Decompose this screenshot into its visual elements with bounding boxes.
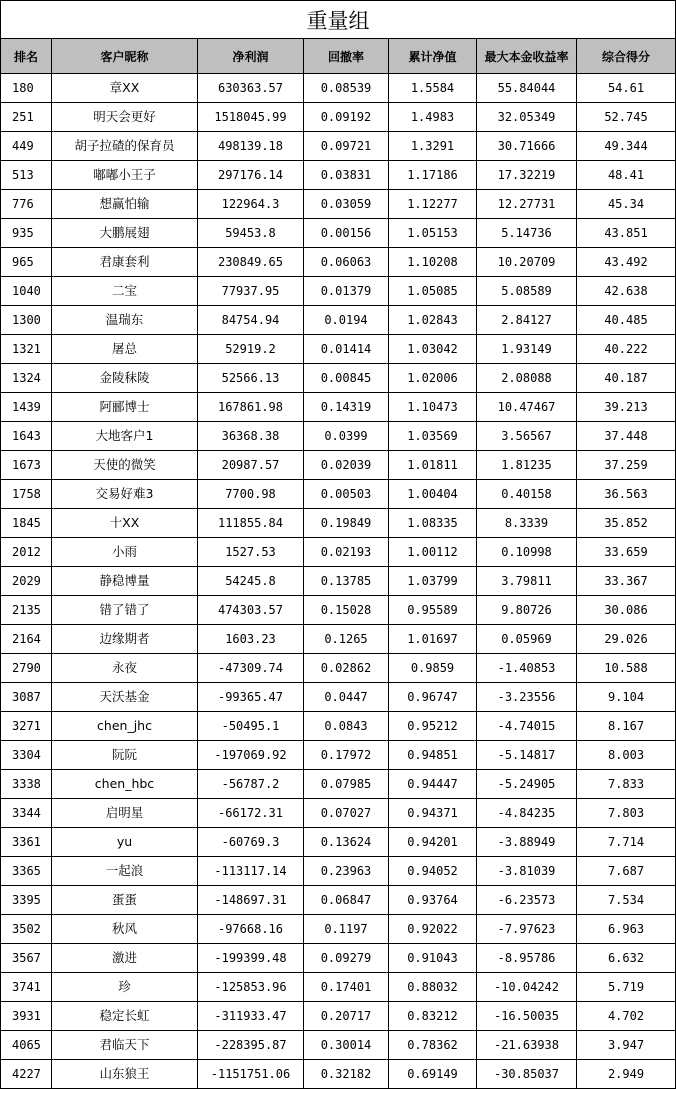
table-row [1,509,676,538]
nickname-cell: 温瑞东 [52,306,198,335]
net-profit-cell: 7700.98 [198,480,304,509]
nickname-cell: 天沃基金 [52,683,198,712]
table-title: 重量组 [1,1,676,39]
net-profit-cell: -56787.2 [198,770,304,799]
max-return-cell: 1.81235 [477,451,577,480]
score-cell: 30.086 [577,596,676,625]
cumulative-nav-cell: 1.12277 [389,190,477,219]
score-cell: 40.222 [577,335,676,364]
max-return-cell: 5.08589 [477,277,577,306]
max-return-cell: 10.20709 [477,248,577,277]
drawdown-cell: 0.00845 [304,364,389,393]
cumulative-nav-cell: 1.17186 [389,161,477,190]
nickname-cell: 蛋蛋 [52,886,198,915]
table-row [1,915,676,944]
table-row [1,422,676,451]
table-row [1,683,676,712]
score-cell: 2.949 [577,1060,676,1089]
max-return-cell: -3.23556 [477,683,577,712]
net-profit-cell: 20987.57 [198,451,304,480]
max-return-cell: -10.04242 [477,973,577,1002]
net-profit-cell: 167861.98 [198,393,304,422]
table-row [1,625,676,654]
table-row [1,364,676,393]
net-profit-cell: -66172.31 [198,799,304,828]
table-row [1,161,676,190]
net-profit-cell: -99365.47 [198,683,304,712]
column-header-nickname: 客户昵称 [52,39,198,74]
score-cell: 39.213 [577,393,676,422]
net-profit-cell: -47309.74 [198,654,304,683]
rank-cell: 935 [1,219,52,248]
nickname-cell: 错了错了 [52,596,198,625]
rank-cell: 3365 [1,857,52,886]
max-return-cell: -5.14817 [477,741,577,770]
max-return-cell: -21.63938 [477,1031,577,1060]
nickname-cell: 大地客户1 [52,422,198,451]
nickname-cell: 山东狼王 [52,1060,198,1089]
score-cell: 4.702 [577,1002,676,1031]
cumulative-nav-cell: 1.08335 [389,509,477,538]
drawdown-cell: 0.17401 [304,973,389,1002]
drawdown-cell: 0.02862 [304,654,389,683]
drawdown-cell: 0.08539 [304,74,389,103]
nickname-cell: 章XX [52,74,198,103]
score-cell: 10.588 [577,654,676,683]
table-row [1,306,676,335]
drawdown-cell: 0.09279 [304,944,389,973]
nickname-cell: 交易好难3 [52,480,198,509]
score-cell: 9.104 [577,683,676,712]
drawdown-cell: 0.06063 [304,248,389,277]
column-header-score: 综合得分 [577,39,676,74]
drawdown-cell: 0.0399 [304,422,389,451]
drawdown-cell: 0.00503 [304,480,389,509]
nickname-cell: 想赢怕输 [52,190,198,219]
score-cell: 43.851 [577,219,676,248]
max-return-cell: 3.79811 [477,567,577,596]
net-profit-cell: 1518045.99 [198,103,304,132]
table-row [1,857,676,886]
cumulative-nav-cell: 1.05153 [389,219,477,248]
table-row [1,190,676,219]
drawdown-cell: 0.00156 [304,219,389,248]
score-cell: 37.259 [577,451,676,480]
nickname-cell: 金陵秣陵 [52,364,198,393]
rank-cell: 3931 [1,1002,52,1031]
max-return-cell: -5.24905 [477,770,577,799]
nickname-cell: 边缘期者 [52,625,198,654]
rank-cell: 965 [1,248,52,277]
table-row [1,74,676,103]
nickname-cell: 天使的微笑 [52,451,198,480]
nickname-cell: 阮阮 [52,741,198,770]
table-row [1,480,676,509]
cumulative-nav-cell: 0.91043 [389,944,477,973]
score-cell: 6.632 [577,944,676,973]
score-cell: 37.448 [577,422,676,451]
drawdown-cell: 0.01379 [304,277,389,306]
score-cell: 40.187 [577,364,676,393]
rank-cell: 776 [1,190,52,219]
score-cell: 42.638 [577,277,676,306]
rank-cell: 1643 [1,422,52,451]
cumulative-nav-cell: 1.3291 [389,132,477,161]
rank-cell: 3087 [1,683,52,712]
score-cell: 3.947 [577,1031,676,1060]
nickname-cell: chen_hbc [52,770,198,799]
nickname-cell: 胡子拉碴的保育员 [52,132,198,161]
max-return-cell: 1.93149 [477,335,577,364]
score-cell: 49.344 [577,132,676,161]
max-return-cell: 9.80726 [477,596,577,625]
table-row [1,103,676,132]
table-row [1,132,676,161]
net-profit-cell: 77937.95 [198,277,304,306]
drawdown-cell: 0.01414 [304,335,389,364]
score-cell: 7.803 [577,799,676,828]
max-return-cell: -6.23573 [477,886,577,915]
cumulative-nav-cell: 0.92022 [389,915,477,944]
max-return-cell: 8.3339 [477,509,577,538]
score-cell: 7.833 [577,770,676,799]
net-profit-cell: -228395.87 [198,1031,304,1060]
score-cell: 36.563 [577,480,676,509]
max-return-cell: 2.08088 [477,364,577,393]
nickname-cell: 二宝 [52,277,198,306]
max-return-cell: 0.40158 [477,480,577,509]
rank-cell: 1040 [1,277,52,306]
cumulative-nav-cell: 0.83212 [389,1002,477,1031]
table-body [1,74,676,1089]
max-return-cell: 17.32219 [477,161,577,190]
drawdown-cell: 0.13785 [304,567,389,596]
table-row [1,538,676,567]
max-return-cell: -16.50035 [477,1002,577,1031]
table-row [1,741,676,770]
rank-cell: 1321 [1,335,52,364]
cumulative-nav-cell: 1.00112 [389,538,477,567]
cumulative-nav-cell: 1.10473 [389,393,477,422]
rank-cell: 251 [1,103,52,132]
cumulative-nav-cell: 1.03799 [389,567,477,596]
nickname-cell: 十XX [52,509,198,538]
net-profit-cell: -148697.31 [198,886,304,915]
cumulative-nav-cell: 0.94447 [389,770,477,799]
nickname-cell: yu [52,828,198,857]
nickname-cell: 一起浪 [52,857,198,886]
rank-cell: 2135 [1,596,52,625]
cumulative-nav-cell: 0.93764 [389,886,477,915]
net-profit-cell: -125853.96 [198,973,304,1002]
score-cell: 35.852 [577,509,676,538]
cumulative-nav-cell: 1.05085 [389,277,477,306]
rank-cell: 3271 [1,712,52,741]
net-profit-cell: 84754.94 [198,306,304,335]
cumulative-nav-cell: 0.95212 [389,712,477,741]
max-return-cell: -1.40853 [477,654,577,683]
rank-cell: 449 [1,132,52,161]
drawdown-cell: 0.02193 [304,538,389,567]
max-return-cell: 30.71666 [477,132,577,161]
score-cell: 40.485 [577,306,676,335]
nickname-cell: 启明星 [52,799,198,828]
column-header-net-profit: 净利润 [198,39,304,74]
net-profit-cell: 59453.8 [198,219,304,248]
net-profit-cell: -1151751.06 [198,1060,304,1089]
max-return-cell: -3.88949 [477,828,577,857]
max-return-cell: -7.97623 [477,915,577,944]
drawdown-cell: 0.0843 [304,712,389,741]
net-profit-cell: 36368.38 [198,422,304,451]
rank-cell: 1300 [1,306,52,335]
nickname-cell: 小雨 [52,538,198,567]
rank-cell: 3502 [1,915,52,944]
max-return-cell: 0.10998 [477,538,577,567]
max-return-cell: -8.95786 [477,944,577,973]
net-profit-cell: 498139.18 [198,132,304,161]
rank-cell: 2029 [1,567,52,596]
max-return-cell: -4.84235 [477,799,577,828]
table-row [1,567,676,596]
column-header-drawdown: 回撤率 [304,39,389,74]
net-profit-cell: 52566.13 [198,364,304,393]
drawdown-cell: 0.09721 [304,132,389,161]
drawdown-cell: 0.06847 [304,886,389,915]
nickname-cell: 稳定长虹 [52,1002,198,1031]
table-row [1,335,676,364]
net-profit-cell: 111855.84 [198,509,304,538]
net-profit-cell: -60769.3 [198,828,304,857]
score-cell: 48.41 [577,161,676,190]
table-row [1,712,676,741]
net-profit-cell: 230849.65 [198,248,304,277]
nickname-cell: 珍 [52,973,198,1002]
table-row [1,828,676,857]
cumulative-nav-cell: 1.02006 [389,364,477,393]
table-row [1,799,676,828]
rank-cell: 1439 [1,393,52,422]
rank-cell: 4227 [1,1060,52,1089]
cumulative-nav-cell: 0.94851 [389,741,477,770]
max-return-cell: -3.81039 [477,857,577,886]
max-return-cell: 3.56567 [477,422,577,451]
max-return-cell: 2.84127 [477,306,577,335]
nickname-cell: 静稳博量 [52,567,198,596]
nickname-cell: 屠总 [52,335,198,364]
score-cell: 54.61 [577,74,676,103]
rank-cell: 3338 [1,770,52,799]
score-cell: 52.745 [577,103,676,132]
drawdown-cell: 0.1197 [304,915,389,944]
nickname-cell: 激进 [52,944,198,973]
drawdown-cell: 0.1265 [304,625,389,654]
rank-cell: 1673 [1,451,52,480]
cumulative-nav-cell: 0.94371 [389,799,477,828]
score-cell: 5.719 [577,973,676,1002]
score-cell: 7.534 [577,886,676,915]
rank-cell: 3741 [1,973,52,1002]
table-row [1,944,676,973]
rank-cell: 1845 [1,509,52,538]
drawdown-cell: 0.17972 [304,741,389,770]
max-return-cell: 32.05349 [477,103,577,132]
column-header-rank: 排名 [1,39,52,74]
table-row [1,248,676,277]
score-cell: 6.963 [577,915,676,944]
score-cell: 33.659 [577,538,676,567]
nickname-cell: 大鹏展翅 [52,219,198,248]
drawdown-cell: 0.19849 [304,509,389,538]
cumulative-nav-cell: 0.94201 [389,828,477,857]
nickname-cell: 阿郦博士 [52,393,198,422]
score-cell: 29.026 [577,625,676,654]
table-row [1,1031,676,1060]
table-row [1,1060,676,1089]
cumulative-nav-cell: 1.03569 [389,422,477,451]
nickname-cell: 明天会更好 [52,103,198,132]
drawdown-cell: 0.14319 [304,393,389,422]
rank-cell: 2164 [1,625,52,654]
drawdown-cell: 0.03831 [304,161,389,190]
score-cell: 45.34 [577,190,676,219]
max-return-cell: -4.74015 [477,712,577,741]
cumulative-nav-cell: 0.96747 [389,683,477,712]
cumulative-nav-cell: 0.9859 [389,654,477,683]
net-profit-cell: 1527.53 [198,538,304,567]
cumulative-nav-cell: 1.01811 [389,451,477,480]
rank-cell: 1324 [1,364,52,393]
drawdown-cell: 0.30014 [304,1031,389,1060]
rank-cell: 3361 [1,828,52,857]
drawdown-cell: 0.03059 [304,190,389,219]
drawdown-cell: 0.32182 [304,1060,389,1089]
cumulative-nav-cell: 0.94052 [389,857,477,886]
rank-cell: 2790 [1,654,52,683]
cumulative-nav-cell: 0.88032 [389,973,477,1002]
cumulative-nav-cell: 0.69149 [389,1060,477,1089]
drawdown-cell: 0.07027 [304,799,389,828]
rank-cell: 4065 [1,1031,52,1060]
table-row [1,654,676,683]
net-profit-cell: -199399.48 [198,944,304,973]
score-cell: 33.367 [577,567,676,596]
net-profit-cell: 474303.57 [198,596,304,625]
cumulative-nav-cell: 1.00404 [389,480,477,509]
net-profit-cell: 54245.8 [198,567,304,596]
nickname-cell: chen_jhc [52,712,198,741]
drawdown-cell: 0.0447 [304,683,389,712]
rank-cell: 3567 [1,944,52,973]
column-header-cumulative-nav: 累计净值 [389,39,477,74]
score-cell: 7.687 [577,857,676,886]
table-row [1,219,676,248]
nickname-cell: 永夜 [52,654,198,683]
net-profit-cell: -197069.92 [198,741,304,770]
table-row [1,973,676,1002]
cumulative-nav-cell: 0.78362 [389,1031,477,1060]
max-return-cell: 5.14736 [477,219,577,248]
rank-cell: 3395 [1,886,52,915]
nickname-cell: 秋风 [52,915,198,944]
net-profit-cell: -50495.1 [198,712,304,741]
max-return-cell: 12.27731 [477,190,577,219]
cumulative-nav-cell: 1.4983 [389,103,477,132]
max-return-cell: 0.05969 [477,625,577,654]
cumulative-nav-cell: 0.95589 [389,596,477,625]
score-cell: 43.492 [577,248,676,277]
column-header-max-return: 最大本金收益率 [477,39,577,74]
drawdown-cell: 0.15028 [304,596,389,625]
net-profit-cell: -97668.16 [198,915,304,944]
net-profit-cell: 630363.57 [198,74,304,103]
rank-cell: 3304 [1,741,52,770]
drawdown-cell: 0.13624 [304,828,389,857]
cumulative-nav-cell: 1.02843 [389,306,477,335]
rank-cell: 2012 [1,538,52,567]
nickname-cell: 君临天下 [52,1031,198,1060]
rank-cell: 513 [1,161,52,190]
net-profit-cell: 297176.14 [198,161,304,190]
net-profit-cell: 52919.2 [198,335,304,364]
net-profit-cell: -113117.14 [198,857,304,886]
drawdown-cell: 0.02039 [304,451,389,480]
rank-cell: 3344 [1,799,52,828]
net-profit-cell: -311933.47 [198,1002,304,1031]
cumulative-nav-cell: 1.01697 [389,625,477,654]
score-cell: 8.167 [577,712,676,741]
cumulative-nav-cell: 1.10208 [389,248,477,277]
nickname-cell: 君康套利 [52,248,198,277]
net-profit-cell: 122964.3 [198,190,304,219]
drawdown-cell: 0.0194 [304,306,389,335]
table-row [1,451,676,480]
drawdown-cell: 0.09192 [304,103,389,132]
rank-cell: 180 [1,74,52,103]
table-row [1,596,676,625]
net-profit-cell: 1603.23 [198,625,304,654]
nickname-cell: 嘟嘟小王子 [52,161,198,190]
max-return-cell: 10.47467 [477,393,577,422]
table-row [1,770,676,799]
drawdown-cell: 0.07985 [304,770,389,799]
cumulative-nav-cell: 1.5584 [389,74,477,103]
drawdown-cell: 0.23963 [304,857,389,886]
table-row [1,393,676,422]
score-cell: 7.714 [577,828,676,857]
header-row [1,39,676,74]
score-cell: 8.003 [577,741,676,770]
table-row [1,277,676,306]
max-return-cell: 55.84044 [477,74,577,103]
cumulative-nav-cell: 1.03042 [389,335,477,364]
rank-cell: 1758 [1,480,52,509]
table-row [1,1002,676,1031]
drawdown-cell: 0.20717 [304,1002,389,1031]
table-row [1,886,676,915]
max-return-cell: -30.85037 [477,1060,577,1089]
